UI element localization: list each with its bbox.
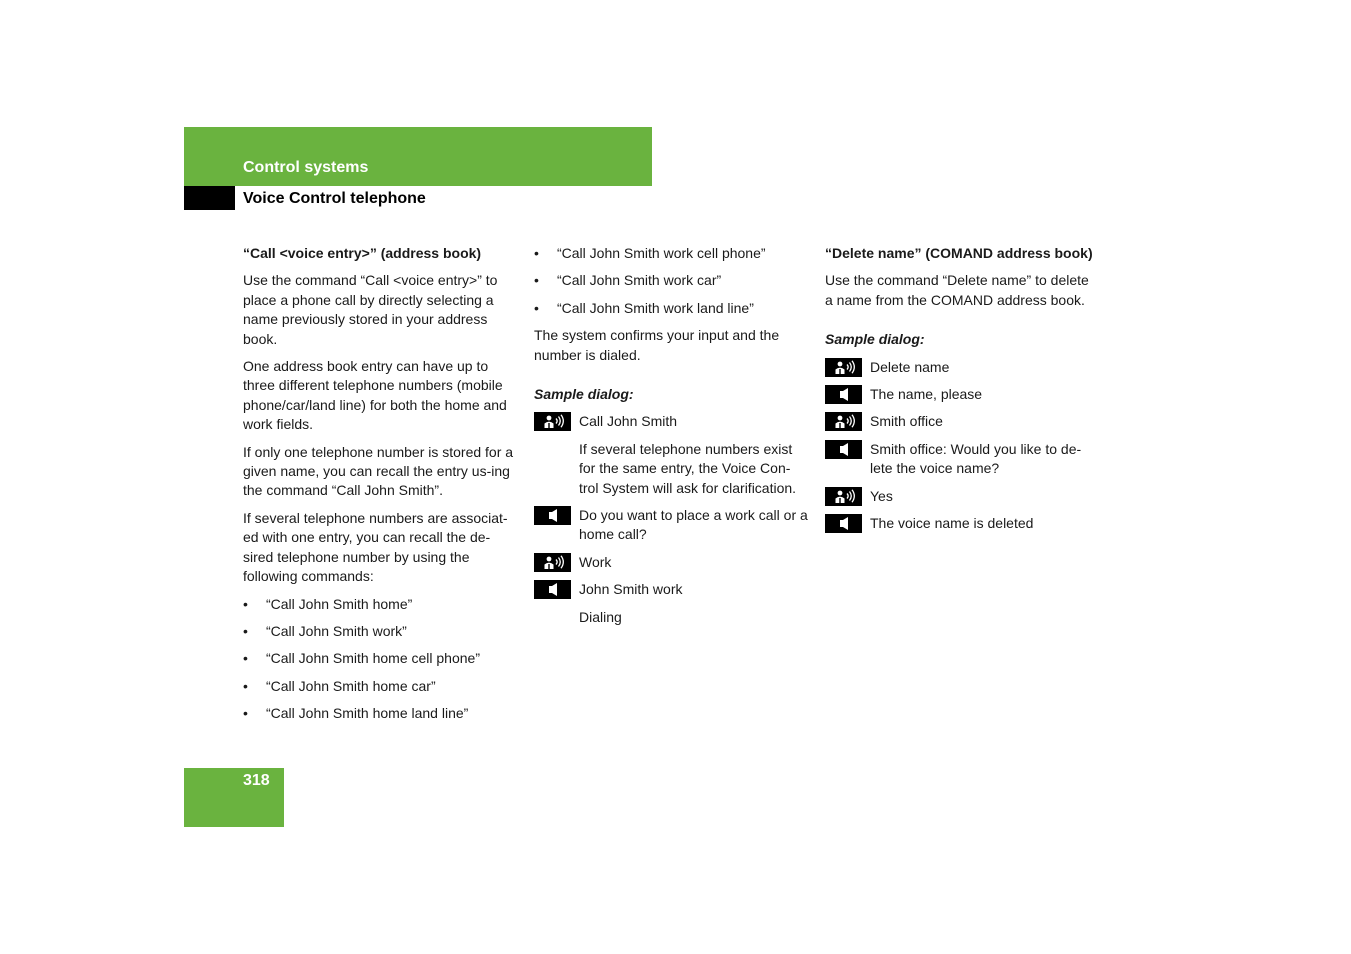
dialog-row — [534, 440, 809, 498]
list-item: • “Call John Smith home car” — [243, 677, 518, 696]
dialog-text: Smith office: Would you like to de-lete the voice name? — [870, 440, 1082, 477]
list-item: • “Call John Smith work” — [243, 622, 518, 641]
user-voice-icon — [825, 487, 862, 506]
list-item: • “Call John Smith home” — [243, 595, 518, 614]
section-title: Control systems — [243, 159, 369, 176]
dialog-text: Delete name — [870, 358, 950, 375]
command-list — [534, 244, 809, 318]
dialog-text: The name, please — [870, 386, 983, 403]
column-2 — [534, 244, 809, 635]
user-voice-icon — [825, 358, 862, 377]
dialog-text: Smith office — [870, 413, 943, 430]
column-3 — [825, 244, 1100, 541]
paragraph: One address book entry can have up to three different telephone numbers (mobile phone/car/land line) for both the home and work fields. — [243, 358, 507, 433]
speaker-icon — [534, 580, 571, 599]
speaker-icon — [825, 385, 862, 404]
list-item: • “Call John Smith work land line” — [534, 299, 809, 318]
list-item: • “Call John Smith home cell phone” — [243, 649, 518, 668]
user-voice-icon — [534, 412, 571, 431]
dialog-text: John Smith work — [579, 581, 683, 598]
column-1 — [243, 244, 518, 732]
command-list — [243, 595, 518, 724]
paragraph: Use the command “Call <voice entry>” to place a phone call by directly selecting a name previously stored in your address book. — [243, 272, 498, 347]
dialog-text: Dialing — [579, 608, 622, 625]
sample-dialog-label: Sample dialog: — [534, 386, 634, 403]
dialog-text: Work — [579, 553, 612, 570]
dialog-row — [534, 412, 809, 431]
dialog-row — [534, 580, 809, 599]
dialog-text: Call John Smith — [579, 413, 678, 430]
section-tab-marker — [184, 186, 235, 210]
dialog-row — [825, 514, 1100, 533]
dialog-row — [534, 608, 809, 627]
paragraph: The system confirms your input and the number is dialed. — [534, 327, 780, 363]
user-voice-icon — [534, 553, 571, 572]
dialog-row — [825, 440, 1100, 479]
dialog-text: If several telephone numbers exist for the same entry, the Voice Con-trol System will ask for clarification. — [579, 440, 797, 496]
speaker-icon — [825, 440, 862, 459]
call-voice-entry-heading: “Call <voice entry>” (address book) — [243, 245, 482, 261]
list-item: • “Call John Smith home land line” — [243, 704, 518, 723]
user-voice-icon — [825, 412, 862, 431]
paragraph: If several telephone numbers are associat-ed with one entry, you can recall the de-sired telephone number by using the following commands: — [243, 509, 508, 585]
dialog-text: The voice name is deleted — [870, 515, 1034, 532]
subsection-title: Voice Control telephone — [243, 190, 426, 207]
speaker-icon — [825, 514, 862, 533]
dialog-row — [825, 412, 1100, 431]
paragraph: Use the command “Delete name” to delete a name from the COMAND address book. — [825, 272, 1089, 308]
list-item: • “Call John Smith work car” — [534, 271, 809, 290]
header-band — [184, 127, 652, 186]
dialog-text: Yes — [870, 487, 893, 504]
sample-dialog-label: Sample dialog: — [825, 331, 925, 348]
dialog-text: Do you want to place a work call or a home call? — [579, 507, 808, 543]
dialog-row — [825, 487, 1100, 506]
speaker-icon — [534, 506, 571, 525]
dialog-row — [534, 553, 809, 572]
paragraph: If only one telephone number is stored for a given name, you can recall the entry us-ing the command “Call John Smith”. — [243, 443, 514, 499]
dialog-row — [825, 385, 1100, 404]
list-item: • “Call John Smith work cell phone” — [534, 244, 809, 263]
page-number: 318 — [243, 772, 270, 789]
delete-name-heading: “Delete name” (COMAND address book) — [825, 245, 1093, 261]
dialog-row — [825, 358, 1100, 377]
dialog-row — [534, 506, 809, 545]
